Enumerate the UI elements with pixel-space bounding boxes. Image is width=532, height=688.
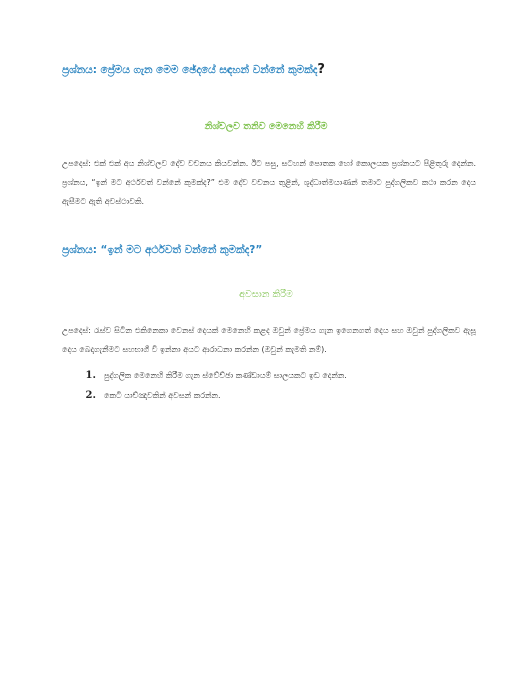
question-1-text: ප්‍රශ්නය: ප්‍රේමය ගැන මෙම ඡේදයේ සඳහන් වන්නේ කුමක්ද — [62, 64, 318, 76]
instruction-paragraph-1: උපදෙස්: එක් එක් අය නිශ්චලව දේව වචනය කියවන්න. ඊට පසු, සටහන් පොතක හෝ කොලයක ප්‍රශ්නයට පිළිතුරු දෙන්න. ප්‍රශ්නය, “ඉන් මට අර්ථවත් වන්නේ කුමක්ද?” එම දේව වචනය තුළින්, ශුද්ධාත්මයාණන් තමාට පුද්ගලිකව කථා කරන දෙය ඇසීමට ඇති අවස්ථාවකි. — [62, 159, 476, 206]
question-heading-2: ප්‍රශ්නය: “ඉන් මට අර්ථවත් වන්නේ කුමක්ද?” — [62, 244, 263, 256]
list-item-number: 1. — [85, 370, 96, 381]
section-heading-meditation: නිශ්චලව තනිව මෙනෙහි කිරීම — [204, 121, 328, 132]
list-item — [85, 366, 484, 386]
closing-steps-list — [85, 366, 484, 406]
list-item-number: 2. — [85, 390, 96, 401]
list-item-text: කෙටි යාච්ඤාවකින් අවසන් කරන්න. — [104, 391, 221, 400]
instruction-paragraph-2: උපදෙස්: රැස්ව සිටින එකිනෙකා වෙනස් දෙයක් මෙනෙහි කළද ඔවුන් ප්‍රේමය ගැන ඉගෙනගත් දෙය සහ ඔවුන් පුද්ගලිකව ඇසූ දෙය බෙදාගැනීමට සහභාගී වී ඉන්නා අයට ආරාධනා කරන්න (ඔවුන් කැමති නම්). — [62, 326, 476, 354]
question-mark: ? — [317, 62, 325, 77]
question-heading-1 — [62, 62, 502, 77]
section-heading-closing: අවසාන කිරීම — [239, 289, 293, 300]
list-item-text: පුද්ගලික මෙනෙහි කිරීම ගැන ස්වේච්ඡා කණ්ඩායම් සාලයකට ඉඩ දෙන්න. — [104, 371, 347, 380]
list-item — [85, 386, 484, 406]
